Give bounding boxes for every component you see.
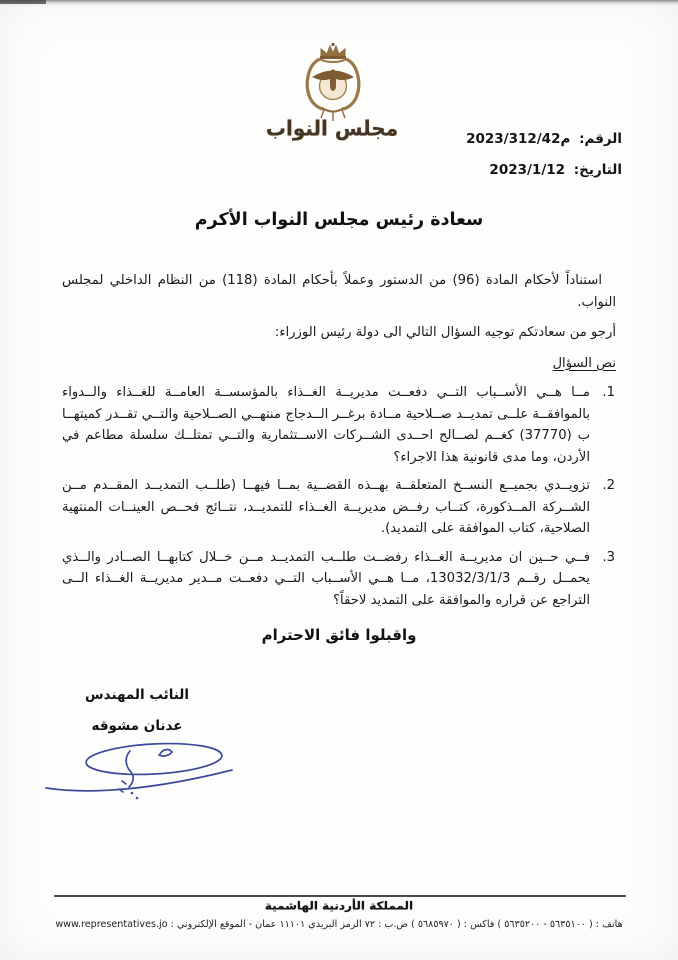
- reference-number-value: م2023/312/42: [466, 131, 571, 147]
- question-item-3-text: فــي حــين ان مديريــة الغــذاء رفضــت طلــب التمديــد مــن خــلال كتابهــا الصــادر والــذي يحمــل رقــم 13032/3/1/3، مــا هــي الأســباب التــي دفعــت مــدير مديريــة الغــذاء الــى التراجع عن قراره والموافقة على التمديد لاحقاً؟: [62, 549, 590, 608]
- eagle-icon: [312, 69, 354, 91]
- letter-body: [62, 270, 616, 618]
- reference-number-label: الرقم:: [579, 131, 622, 147]
- kingdom-name-calligraphy: المملكة الأردنية الهاشمية: [264, 899, 414, 913]
- scan-edge-artifact: [0, 0, 678, 6]
- signatory-name: عدنان مشوقه: [91, 718, 183, 734]
- question-item-2-text: تزويــدي بجميــع النســخ المتعلقــة بهــذه القضــية بمــا فيهــا (طلــب التمديــد المقــدم مــن الشــركة المــذكورة، كتــاب رفــض مديريــة الغــذاء للتمديــد، نتــائج فحــص العينــات المنتهية الصلاحية، كتاب الموافقة على التمديد).: [62, 478, 590, 536]
- footer-contact-line: هاتف : ( ٥٦٣٥١٠٠ - ٥٦٣٥٢٠٠ ) فاكس : ( ٥٦٨٥٩٧٠ ) ص.ب : ٧٢ الرمز البريدي ١١١٠١ عمان - الموقع الإلكتروني : www.representatives.jo: [55, 919, 623, 930]
- handwritten-signature: [42, 733, 242, 805]
- date-label: التاريخ:: [573, 162, 622, 178]
- crown-icon: [320, 43, 346, 59]
- jordan-coat-of-arms-icon: [296, 42, 370, 122]
- reference-block: [466, 124, 622, 186]
- council-name-calligraphy: مجلس النواب: [265, 115, 399, 141]
- date-line: [466, 155, 622, 186]
- intro-paragraph-1: استناداً لأحكام المادة (96) من الدستور وعملاً بأحكام المادة (118) من النظام الداخلي لمجلس النواب.: [62, 273, 616, 310]
- signatory-title: النائب المهندس: [85, 687, 189, 703]
- question-item-3-number: 3.: [602, 549, 615, 565]
- question-item-1-number: 1.: [602, 385, 615, 400]
- question-heading: نص السؤال: [552, 355, 616, 371]
- scan-corner-artifact: [0, 0, 46, 4]
- question-item-2-number: 2.: [602, 478, 615, 493]
- reference-number-line: [466, 124, 622, 155]
- question-item-1: [62, 382, 616, 468]
- salutation-title: سعادة رئيس مجلس النواب الأكرم: [194, 210, 484, 230]
- footer-divider: [54, 895, 626, 897]
- question-item-2: [62, 475, 616, 540]
- question-item-3: [62, 547, 616, 612]
- intro-paragraph-2: أرجو من سعادتكم توجيه السؤال التالي الى دولة رئيس الوزراء:: [274, 325, 616, 340]
- date-value: 2023/1/12: [489, 162, 566, 178]
- closing-phrase: واقبلوا فائق الاحترام: [261, 626, 417, 644]
- question-item-1-text: مــا هــي الأســباب التــي دفعــت مديريــة الغــذاء بالمؤسســة العامــة للغــذاء والــدواء بالموافقــة علــى تمديــد صــلاحية مــادة برغــر الــدجاج منتهــي الصــلاحية والتــي تقــدر كميتهــا ب (37770) كغــم لصــالح احــدى الشــركات الاســتثمارية والتــي تمتلــك سلسلة مطاعم في الأردن، وما مدى قانونية هذا الاجراء؟: [62, 385, 590, 465]
